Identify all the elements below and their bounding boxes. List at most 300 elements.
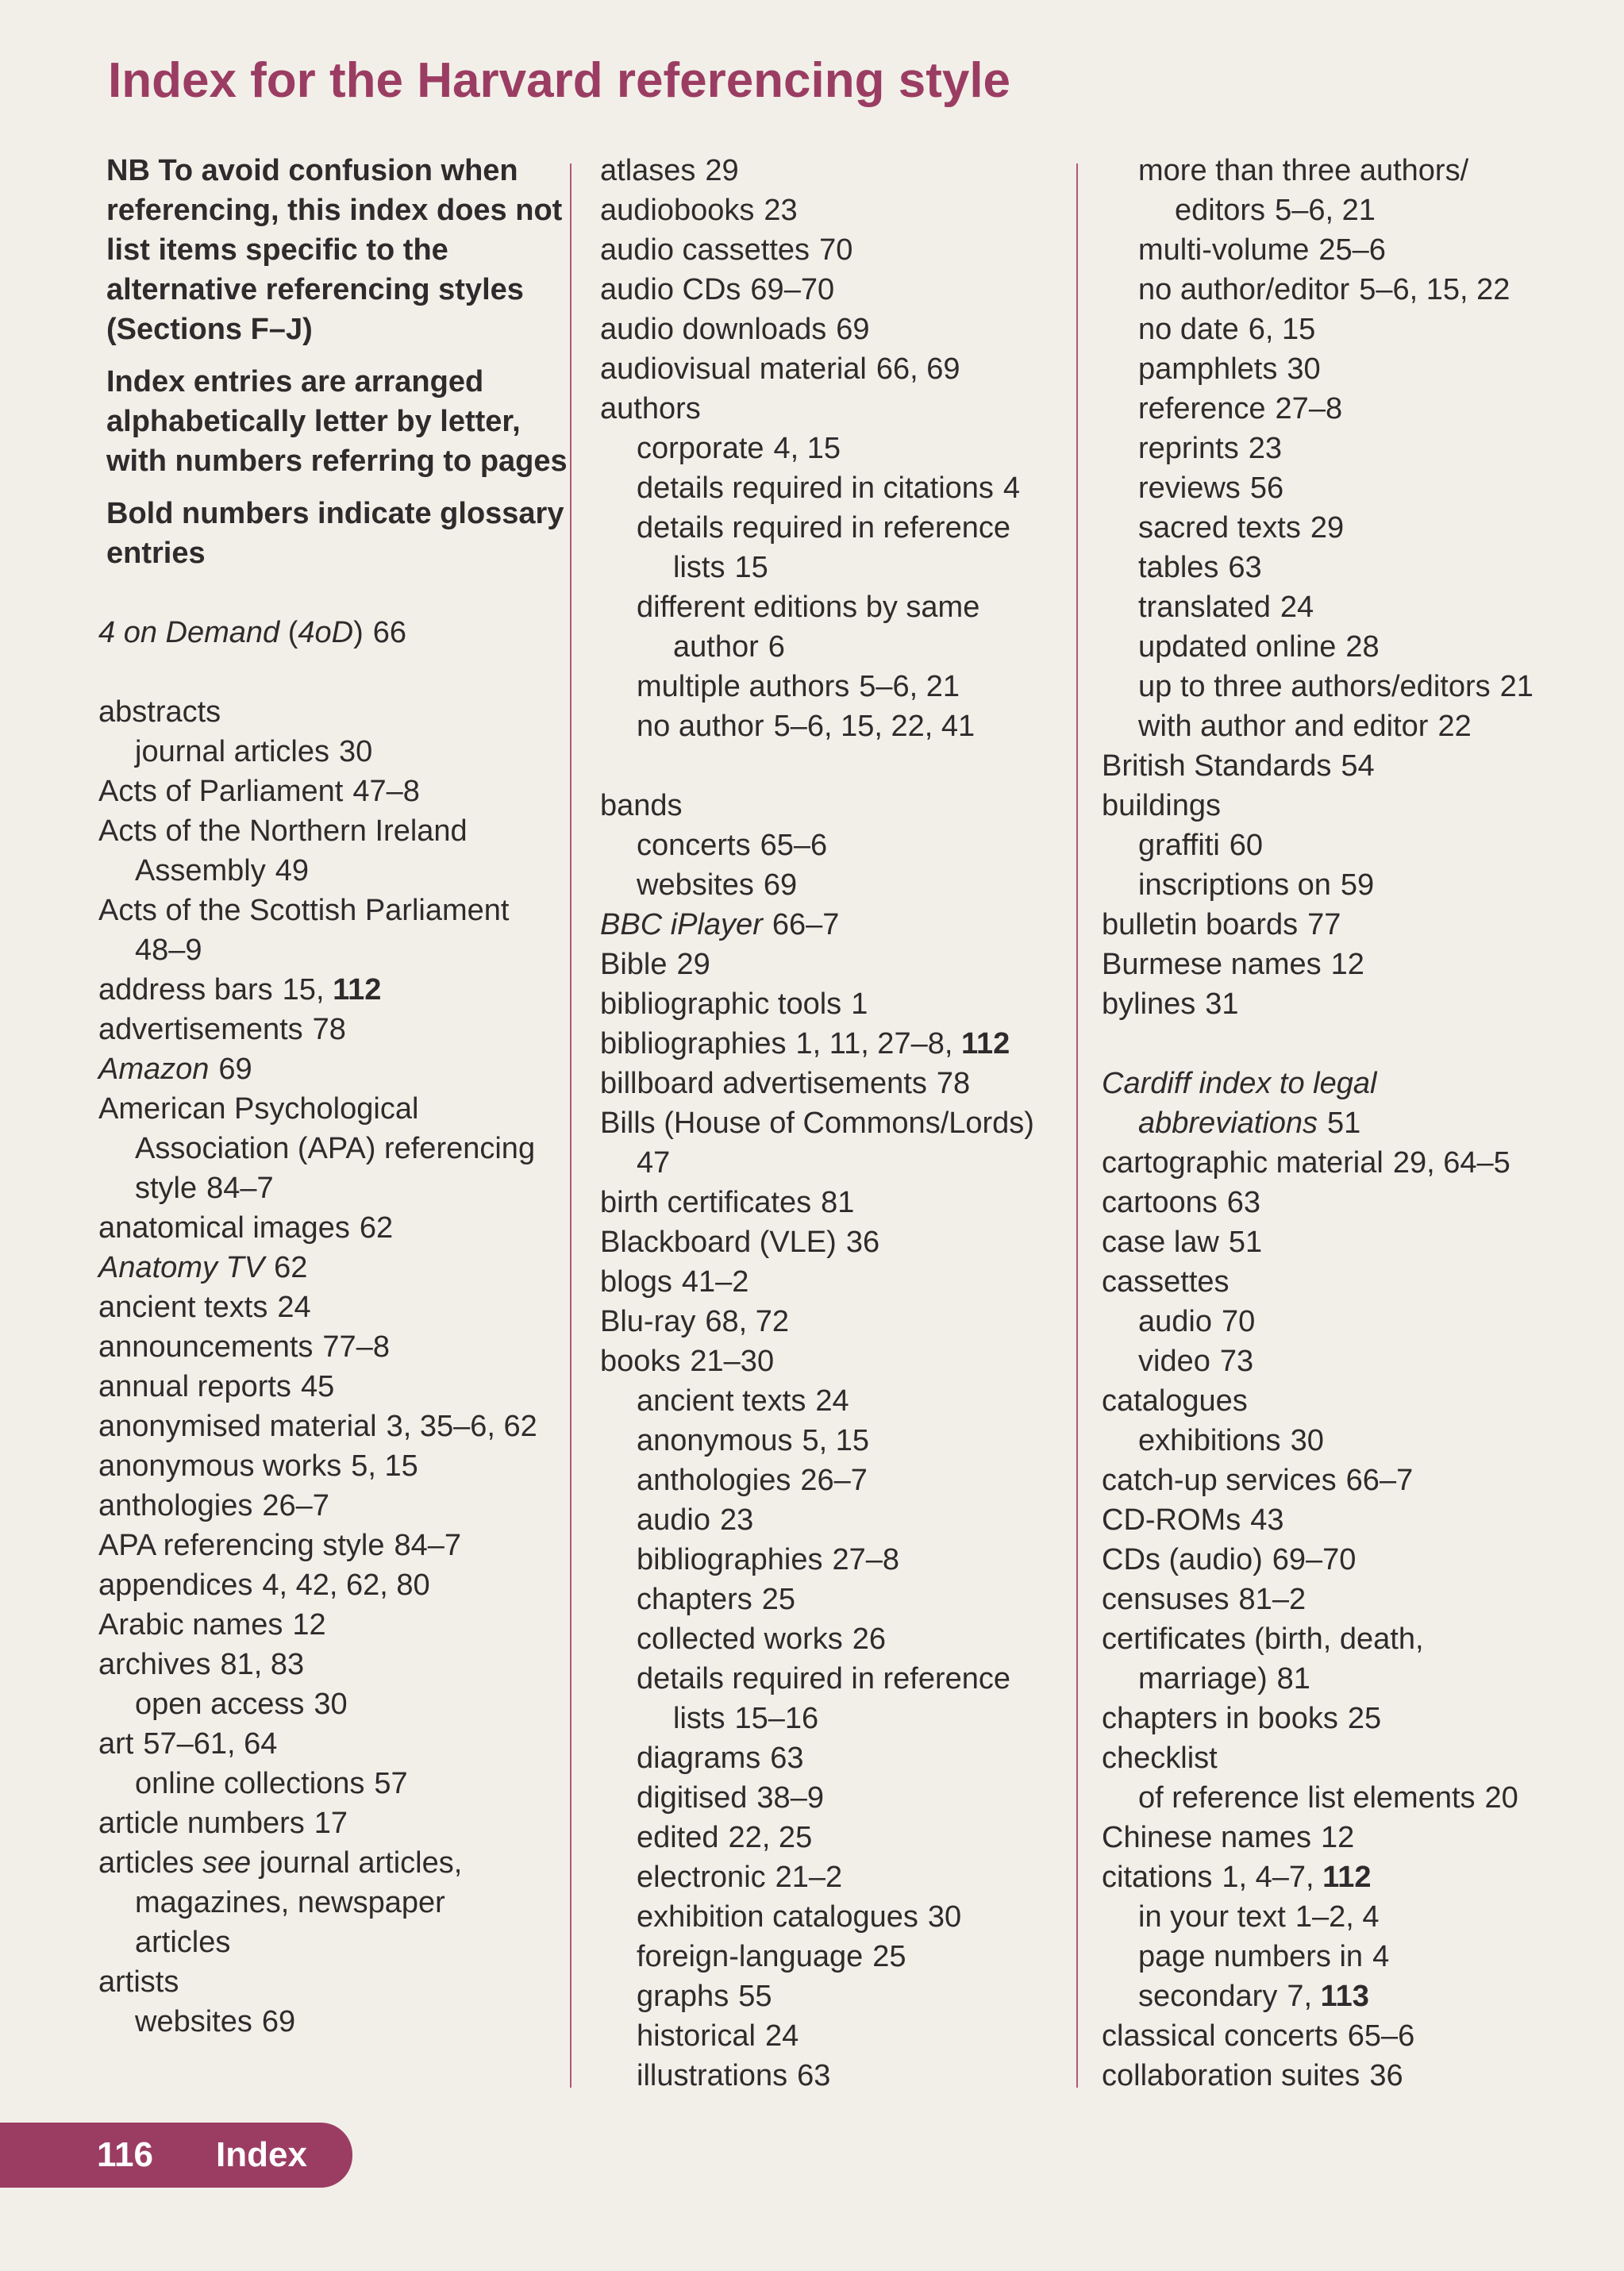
index-subentry [600, 1738, 1076, 1778]
entry-term: exhibition catalogues [637, 1900, 918, 1934]
entry-term: audiovisual material [600, 352, 867, 386]
page-ref: 20 [1484, 1781, 1518, 1815]
page-ref: 27–8 [1275, 392, 1343, 425]
entry-page-numbers [1341, 868, 1374, 902]
entry-page-numbers [1369, 2059, 1403, 2092]
entry-page-numbers [772, 908, 840, 941]
entry-term: certificates (birth, death, [1102, 1622, 1424, 1656]
index-entry [600, 270, 1076, 310]
entry-page-numbers [1437, 710, 1471, 743]
index-entry [98, 1327, 575, 1367]
page-ref: 26 [852, 1622, 887, 1656]
entry-page-numbers [1250, 1503, 1283, 1537]
entry-term: style [135, 1172, 198, 1205]
entry-term: electronic [637, 1861, 766, 1894]
page-ref: 30 [1290, 1424, 1324, 1457]
index-subentry [1102, 270, 1610, 310]
page-ref: 60 [1229, 829, 1264, 862]
entry-term: collected works [637, 1622, 843, 1656]
entry-page-numbers [705, 1305, 789, 1338]
page-ref: 15 [734, 551, 768, 584]
entry-term: sacred texts [1138, 511, 1301, 545]
entry-page-numbers [720, 1503, 753, 1537]
entry-term: Bible [600, 948, 668, 981]
entry-page-numbers [1003, 472, 1020, 505]
page-ref: 41–2 [681, 1265, 749, 1299]
page-ref: 15–16 [734, 1702, 819, 1735]
entry-page-numbers [283, 973, 382, 1007]
page-ref: 12 [1321, 1821, 1355, 1854]
entry-term: websites [637, 868, 754, 902]
entry-page-numbers [797, 2059, 830, 2092]
entry-term: classical concerts [1102, 2019, 1338, 2053]
entry-term: Blackboard (VLE) [600, 1226, 837, 1259]
page-ref: 47–8 [352, 775, 420, 808]
entry-page-numbers [339, 735, 372, 768]
page-ref: 84–7 [394, 1529, 462, 1562]
entry-page-numbers [314, 1807, 348, 1840]
page-ref: 54 [1341, 749, 1375, 783]
entry-page-numbers [1272, 1543, 1357, 1576]
entry-page-numbers [1239, 1583, 1307, 1616]
index-subentry [600, 1540, 1076, 1580]
entry-term: bibliographies [600, 1027, 787, 1060]
page-ref: 1 [851, 987, 868, 1021]
page-ref: 1, 4–7, [1222, 1861, 1323, 1894]
page-footer-tab [0, 2123, 352, 2188]
entry-page-numbers [682, 1265, 749, 1299]
entry-page-numbers [1220, 1345, 1253, 1378]
entry-term: Cardiff index to legal [1102, 1067, 1377, 1100]
index-subentry [600, 1461, 1076, 1500]
entry-term: digitised [637, 1781, 748, 1815]
entry-page-numbers [274, 1251, 307, 1284]
page-ref: 17 [314, 1807, 348, 1840]
entry-term: edited [637, 1821, 719, 1854]
entry-term: 47 [637, 1146, 671, 1180]
index-entry [1102, 1222, 1610, 1262]
index-subentry [600, 1500, 1076, 1540]
index-entry [600, 310, 1076, 349]
entry-term-part: 4oD [298, 616, 354, 649]
entry-page-numbers [1249, 313, 1316, 346]
index-subentry [600, 508, 1076, 548]
entry-term-part: ) [353, 616, 364, 649]
index-subentry [1102, 1778, 1610, 1818]
entry-page-numbers [1287, 1980, 1369, 2013]
page-ref: 66–7 [772, 908, 840, 941]
entry-term: anonymous works [98, 1449, 342, 1483]
index-subentry [98, 1168, 575, 1208]
index-entry [98, 1645, 575, 1684]
index-subentry [600, 1778, 1076, 1818]
index-entry [98, 811, 575, 851]
glossary-page-ref: 112 [333, 973, 382, 1007]
glossary-page-ref: 112 [960, 1027, 1010, 1060]
index-subentry [600, 548, 1076, 587]
index-entry [600, 230, 1076, 270]
index-column-2 [600, 151, 1076, 2096]
entry-page-numbers [833, 1543, 900, 1576]
entry-page-numbers [387, 1410, 537, 1443]
index-entry [1102, 1818, 1610, 1857]
index-entry [600, 1302, 1076, 1341]
page-ref: 68, 72 [705, 1305, 790, 1338]
entry-term: foreign-language [637, 1940, 864, 1973]
entry-page-numbers [762, 1583, 795, 1616]
index-subentry [1102, 151, 1610, 191]
entry-term-part: journal articles, [251, 1846, 463, 1880]
page-ref: 28 [1345, 630, 1380, 664]
entry-page-numbers [928, 1900, 961, 1934]
entry-term: anthologies [637, 1464, 791, 1497]
index-entry [98, 772, 575, 811]
entry-term: details required in citations [637, 472, 994, 505]
note-paragraph: Index entries are arranged alphabetically letter by letter, with numbers referring to pages [106, 365, 568, 478]
entry-term: no author [637, 710, 764, 743]
entry-term: catch-up services [1102, 1464, 1337, 1497]
page-ref: 43 [1250, 1503, 1284, 1537]
entry-term: appendices [98, 1569, 253, 1602]
index-subentry [1102, 508, 1610, 548]
page-ref: 3, 35–6, 62 [386, 1410, 537, 1443]
index-entry [1102, 746, 1610, 786]
entry-term: cartographic material [1102, 1146, 1383, 1180]
entry-page-numbers [1287, 352, 1320, 386]
index-entry [600, 1262, 1076, 1302]
page-ref: 29, 64–5 [1392, 1146, 1510, 1180]
page-ref: 78 [936, 1067, 971, 1100]
entry-term: Anatomy TV [98, 1251, 265, 1284]
index-entry [1102, 1461, 1610, 1500]
entry-page-numbers [1227, 1186, 1260, 1219]
entry-page-numbers [705, 154, 738, 187]
entry-term: more than three authors/ [1138, 154, 1469, 187]
index-entry [98, 1526, 575, 1565]
entry-term: abbreviations [1138, 1107, 1318, 1140]
entry-page-numbers [768, 630, 785, 664]
index-entry [1102, 905, 1610, 945]
entry-page-numbers [802, 1424, 869, 1457]
entry-term: APA referencing style [98, 1529, 385, 1562]
entry-page-numbers [774, 710, 976, 743]
page-ref: 73 [1219, 1345, 1254, 1378]
entry-term: articles [135, 1926, 231, 1959]
index-subentry [98, 1764, 575, 1803]
entry-term: birth certificates [600, 1186, 812, 1219]
entry-term: announcements [98, 1330, 314, 1364]
entry-term: websites [135, 2005, 252, 2038]
entry-page-numbers [262, 1569, 429, 1602]
entry-term: diagrams [637, 1742, 761, 1775]
page-ref: 30 [927, 1900, 962, 1934]
entry-page-numbers [734, 551, 768, 584]
page-ref: 36 [1369, 2059, 1403, 2092]
entry-page-numbers [1346, 1464, 1414, 1497]
page-ref: 63 [770, 1742, 804, 1775]
entry-page-numbers [1318, 233, 1386, 267]
entry-page-numbers [756, 1781, 824, 1815]
entry-term: bibliographic tools [600, 987, 842, 1021]
page-ref: 29 [676, 948, 710, 981]
entry-page-numbers [1230, 829, 1263, 862]
entry-term: concerts [637, 829, 751, 862]
entry-term: graffiti [1138, 829, 1220, 862]
index-entry [600, 1103, 1076, 1143]
page-ref: 57–61, 64 [143, 1727, 278, 1761]
entry-page-numbers [1310, 511, 1344, 545]
page-title: Index for the Harvard referencing style [108, 53, 1011, 108]
entry-term: Arabic names [98, 1608, 283, 1642]
index-subentry [600, 1897, 1076, 1937]
index-subentry [600, 1659, 1076, 1699]
index-subentry [600, 429, 1076, 468]
page-ref: 65–6 [760, 829, 828, 862]
entry-term: updated online [1138, 630, 1337, 664]
index-subentry [98, 1883, 575, 1923]
index-entry [98, 1565, 575, 1605]
index-entry [1102, 1540, 1610, 1580]
page-ref: 29 [705, 154, 739, 187]
entry-term: corporate [637, 432, 764, 465]
page-ref: 51 [1228, 1226, 1263, 1259]
index-subentry [1102, 1421, 1610, 1461]
index-entry [98, 1803, 575, 1843]
entry-term: Acts of the Northern Ireland [98, 814, 468, 848]
entry-page-numbers [734, 1702, 818, 1735]
entry-term: article numbers [98, 1807, 305, 1840]
entry-term: different editions by same [637, 591, 980, 624]
entry-term: editors [1175, 194, 1266, 227]
index-entry [98, 1367, 575, 1407]
index-entry [1102, 1738, 1610, 1778]
entry-page-numbers [729, 1821, 813, 1854]
entry-term: anthologies [98, 1489, 253, 1522]
entry-page-numbers [800, 1464, 868, 1497]
glossary-page-ref: 113 [1320, 1980, 1369, 2013]
index-subentry [600, 587, 1076, 627]
entry-term: lists [673, 1702, 725, 1735]
index-entry [98, 970, 575, 1010]
page-ref: 59 [1340, 868, 1375, 902]
entry-term: audio [637, 1503, 710, 1537]
index-entry [1102, 984, 1610, 1024]
index-subentry [98, 930, 575, 970]
entry-term: multi-volume [1138, 233, 1310, 267]
index-entry [1102, 1619, 1610, 1659]
entry-term: page numbers in [1138, 1940, 1364, 1973]
index-subentry [1102, 1897, 1610, 1937]
entry-term: Bills (House of Commons/Lords) [600, 1107, 1034, 1140]
index-entry [98, 1288, 575, 1327]
index-entry [1102, 1143, 1610, 1183]
page-ref: 21–2 [775, 1861, 843, 1894]
entry-term: artists [98, 1965, 179, 1999]
index-subentry [1102, 389, 1610, 429]
entry-page-numbers [1229, 1226, 1262, 1259]
entry-term: audio downloads [600, 313, 827, 346]
entry-page-numbers [360, 1211, 393, 1245]
entry-term: historical [637, 2019, 756, 2053]
index-entry [600, 905, 1076, 945]
entry-page-numbers [1372, 1940, 1389, 1973]
page-ref: 24 [764, 2019, 799, 2053]
index-subentry [600, 1143, 1076, 1183]
entry-page-numbers [760, 829, 828, 862]
entry-term: reviews [1138, 472, 1241, 505]
entry-page-numbers [774, 432, 841, 465]
footer-section-label: Index [216, 2135, 307, 2174]
entry-page-numbers [859, 670, 960, 703]
entry-page-numbers [1348, 2019, 1415, 2053]
entry-page-numbers [374, 1767, 407, 1800]
index-entry [600, 1183, 1076, 1222]
page-ref: 1–2, 4 [1295, 1900, 1380, 1934]
page-ref: 70 [819, 233, 853, 267]
index-subentry [600, 865, 1076, 905]
page-ref: 63 [1228, 551, 1262, 584]
entry-term: chapters [637, 1583, 752, 1616]
entry-term: billboard advertisements [600, 1067, 927, 1100]
entry-term: ancient texts [98, 1291, 268, 1324]
entry-page-numbers [262, 1489, 329, 1522]
index-subentry [600, 2016, 1076, 2056]
index-subentry [1102, 1302, 1610, 1341]
index-entry [1102, 1580, 1610, 1619]
entry-term: audio CDs [600, 273, 741, 306]
entry-page-numbers [775, 1861, 843, 1894]
page-ref: 24 [815, 1384, 849, 1418]
entry-term: bibliographies [637, 1543, 823, 1576]
index-subentry [600, 2056, 1076, 2096]
page-ref: 57 [374, 1767, 408, 1800]
index-subentry [1102, 587, 1610, 627]
index-subentry [600, 1937, 1076, 1977]
column-divider [1076, 164, 1078, 2088]
entry-term: illustrations [637, 2059, 788, 2092]
index-entry-list [1102, 151, 1610, 2096]
entry-term: Blu-ray [600, 1305, 696, 1338]
entry-term: advertisements [98, 1013, 303, 1046]
entry-term: annual reports [98, 1370, 291, 1403]
index-entry [1102, 1381, 1610, 1421]
page-ref: 30 [314, 1688, 348, 1721]
index-entry [1102, 1183, 1610, 1222]
entry-term: authors [600, 392, 701, 425]
page-ref: 5–6, 21 [859, 670, 960, 703]
entry-page-numbers [1205, 987, 1238, 1021]
index-subentry [600, 1699, 1076, 1738]
page-ref: 6 [768, 630, 785, 664]
index-subentry [600, 1580, 1076, 1619]
index-entry [1102, 1262, 1610, 1302]
entry-page-numbers [1345, 630, 1379, 664]
index-subentry [1102, 865, 1610, 905]
entry-term: checklist [1102, 1742, 1218, 1775]
entry-page-numbers [1250, 472, 1283, 505]
index-subentry [600, 1381, 1076, 1421]
page-ref: 5–6, 15, 22 [1359, 273, 1510, 306]
entry-page-numbers [373, 616, 406, 649]
index-subentry [1102, 191, 1610, 230]
index-subentry [1102, 826, 1610, 865]
index-subentry [1102, 1103, 1610, 1143]
entry-term: inscriptions on [1138, 868, 1331, 902]
page-ref: 4 [1372, 1940, 1390, 1973]
page-ref: 5, 15 [351, 1449, 418, 1483]
index-entry [98, 1049, 575, 1089]
entry-term: books [600, 1345, 681, 1378]
entry-page-numbers [846, 1226, 879, 1259]
index-subentry [600, 1619, 1076, 1659]
entry-page-numbers [394, 1529, 461, 1562]
page-ref: 36 [845, 1226, 880, 1259]
index-entry [1102, 1857, 1610, 1897]
page-ref: 22, 25 [728, 1821, 813, 1854]
entry-term: reference [1138, 392, 1266, 425]
entry-page-numbers [796, 1027, 1010, 1060]
page-ref: 78 [312, 1013, 346, 1046]
index-column-1 [98, 151, 575, 2042]
page-ref: 24 [1280, 591, 1314, 624]
entry-term: author [673, 630, 759, 664]
page-ref: 70 [1221, 1305, 1256, 1338]
page-ref: 69 [261, 2005, 296, 2038]
entry-page-numbers [292, 1608, 325, 1642]
entry-term: ancient texts [637, 1384, 806, 1418]
entry-page-numbers [1222, 1305, 1255, 1338]
page-number: 116 [97, 2135, 153, 2174]
entry-term: with author and editor [1138, 710, 1429, 743]
index-entry [600, 191, 1076, 230]
index-entry [1102, 1699, 1610, 1738]
page-ref: 66, 69 [875, 352, 960, 386]
glossary-page-ref: 112 [1322, 1861, 1372, 1894]
index-subentry [600, 1977, 1076, 2016]
note-paragraph: NB To avoid confusion when referencing, this index does not list items specific to the alternative referencing styles (Sections F–J) [106, 154, 563, 346]
page-ref: 69 [836, 313, 870, 346]
entry-term: in your text [1138, 1900, 1286, 1934]
page-ref: 15, [282, 973, 333, 1007]
page-ref: 4, 15 [773, 432, 841, 465]
index-subentry [1102, 468, 1610, 508]
entry-term: case law [1102, 1226, 1219, 1259]
index-entry [1102, 1064, 1610, 1103]
index-subentry [600, 1818, 1076, 1857]
entry-term: CDs (audio) [1102, 1543, 1263, 1576]
page-ref: 69 [218, 1053, 252, 1086]
entry-page-numbers [677, 948, 710, 981]
entry-page-numbers [815, 1384, 849, 1418]
index-entry [98, 1089, 575, 1129]
entry-page-numbers [206, 1172, 274, 1205]
page-ref: 30 [339, 735, 373, 768]
entry-term: tables [1138, 551, 1219, 584]
index-subentry [600, 667, 1076, 706]
page-ref: 81–2 [1238, 1583, 1307, 1616]
entry-page-numbers [872, 1940, 906, 1973]
entry-term: Acts of the Scottish Parliament [98, 894, 510, 927]
index-subentry [98, 1684, 575, 1724]
page-ref: 66–7 [1345, 1464, 1414, 1497]
entry-page-numbers [1327, 1107, 1360, 1140]
page-ref: 66 [372, 616, 407, 649]
entry-page-numbers [1291, 1424, 1324, 1457]
page-ref: 38–9 [756, 1781, 824, 1815]
page-ref: 4, 42, 62, 80 [262, 1569, 430, 1602]
index-subentry [600, 627, 1076, 667]
entry-page-numbers [1348, 1702, 1381, 1735]
